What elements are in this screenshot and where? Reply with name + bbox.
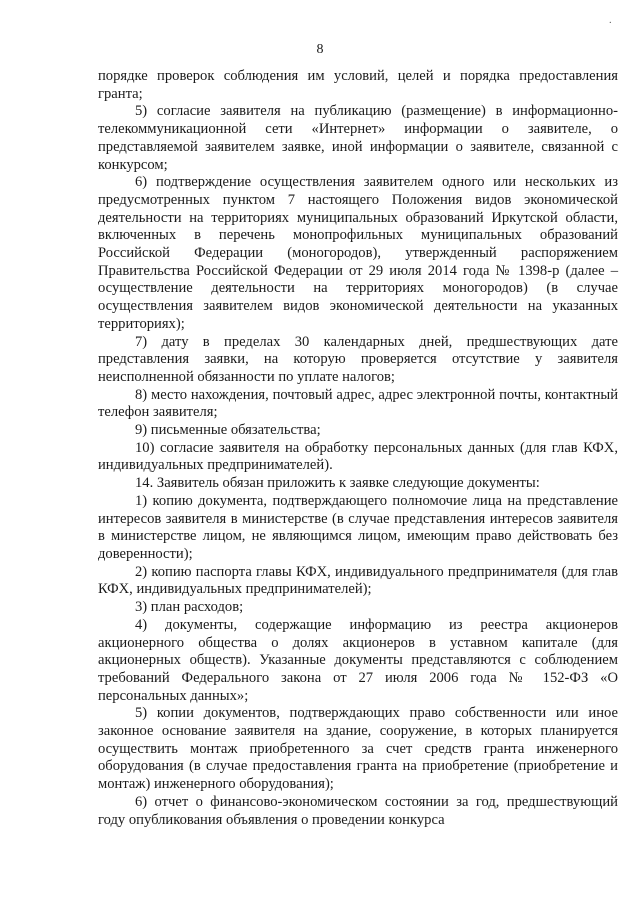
corner-mark: · bbox=[608, 18, 612, 29]
paragraph-doc-4: 4) документы, содержащие информацию из реестра акционеров акционерного общества о долях акционеров в уставном капитале (для акционерных обществ). Указанные документы представляются с соблюдением требований Федерального закона от 27 июля 2006 года № 152-ФЗ «О персональных данных»; bbox=[98, 616, 618, 704]
paragraph-doc-3: 3) план расходов; bbox=[135, 599, 244, 616]
paragraph-doc-6: 6) отчет о финансово-экономическом состоянии за год, предшествующий году опубликования объявления о проведении конкурса bbox=[98, 793, 618, 828]
page-number: 8 bbox=[316, 42, 324, 57]
paragraph-item-6: 6) подтверждение осуществления заявителем одного или нескольких из предусмотренных пунктом 7 настоящего Положения видов экономической деятельности на территориях муниципальных образований Иркутской области, включенных в перечень монопрофильных муниципальных образований Российской Федерации (моногородов), утвержденный распоряжением Правительства Российской Федерации от 29 июля 2014 года № 1398-р (далее – осуществление деятельности на территориях моногородов) (в случае осуществления заявителем видов экономической деятельности на указанных территориях); bbox=[98, 174, 618, 332]
paragraph-item-7: 7) дату в пределах 30 календарных дней, предшествующих дате представления заявки, на которую проверяется отсутствие у заявителя неисполненной обязанности по уплате налогов; bbox=[98, 333, 618, 385]
paragraph-item-5: 5) согласие заявителя на публикацию (размещение) в информационно-телекоммуникационной сети «Интернет» информации о заявителе, о представляемой заявителем заявке, иной информации о заявителе, связанной с конкурсом; bbox=[98, 103, 618, 173]
paragraph-item-9: 9) письменные обязательства; bbox=[135, 422, 321, 439]
paragraph-doc-1: 1) копию документа, подтверждающего полномочие лица на представление интересов заявителя в министерстве (в случае представления интересов заявителя в министерстве лицом, не являющимся лицом, имеющим право действовать без доверенности); bbox=[98, 492, 618, 562]
paragraph-doc-2: 2) копию паспорта главы КФХ, индивидуального предпринимателя (для глав КФХ, индивидуальных предпринимателей); bbox=[98, 563, 618, 598]
paragraph-section-14: 14. Заявитель обязан приложить к заявке следующие документы: bbox=[135, 475, 540, 492]
document-body bbox=[98, 68, 618, 829]
paragraph-item-8: 8) место нахождения, почтовый адрес, адрес электронной почты, контактный телефон заявителя; bbox=[98, 386, 618, 421]
paragraph-item-10: 10) согласие заявителя на обработку персональных данных (для глав КФХ, индивидуальных предпринимателей). bbox=[98, 439, 618, 474]
paragraph-continuation: порядке проверок соблюдения им условий, целей и порядка предоставления гранта; bbox=[98, 68, 618, 102]
paragraph-doc-5: 5) копии документов, подтверждающих право собственности или иное законное основание заявителя на здание, сооружение, в которых планируется осуществить монтаж приобретенного за счет средств гранта инженерного оборудования (в случае предоставления гранта на приобретение (приобретение и монтаж) инженерного оборудования); bbox=[98, 705, 618, 793]
